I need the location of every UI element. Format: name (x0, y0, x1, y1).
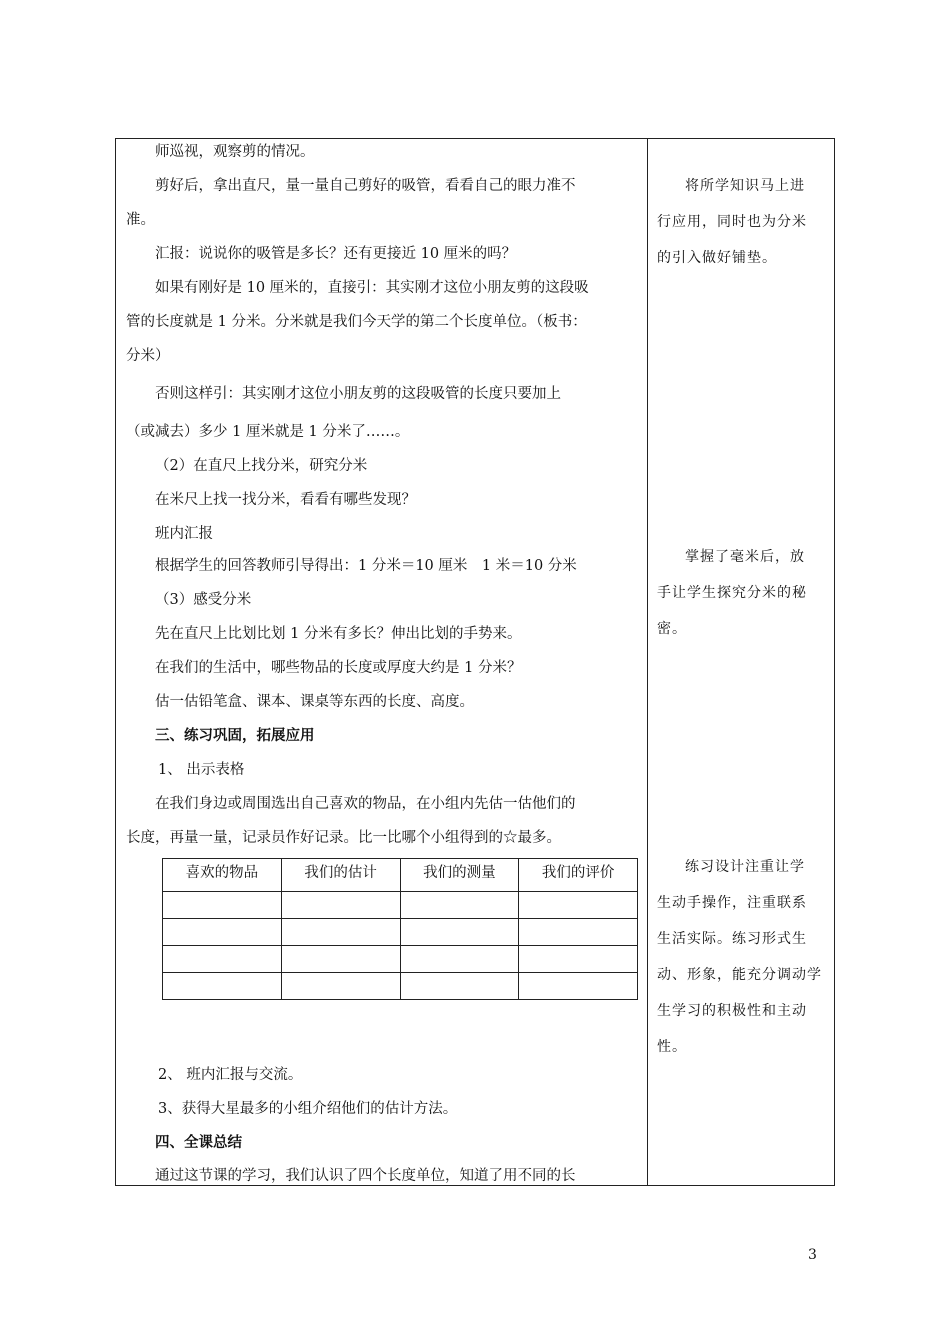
table-cell (400, 946, 519, 973)
note-line: 的引入做好铺垫。 (657, 250, 777, 266)
content-line: 1、 出示表格 (158, 762, 245, 778)
teaching-note (657, 857, 829, 1057)
table-header-cell: 我们的估计 (281, 859, 400, 892)
lesson-plan-table (115, 138, 835, 1186)
content-line: 如果有刚好是 10 厘米的，直接引：其实刚才这位小朋友剪的这段吸 (155, 280, 589, 296)
table-header-cell: 我们的评价 (519, 859, 638, 892)
content-line: （或减去）多少 1 厘米就是 1 分米了……。 (126, 424, 410, 440)
section-heading: 三、练习巩固，拓展应用 (155, 727, 315, 744)
table-cell (519, 973, 638, 1000)
table-cell (163, 919, 282, 946)
table-cell (281, 946, 400, 973)
content-line: 长度，再量一量，记录员作好记录。比一比哪个小组得到的☆最多。 (126, 830, 561, 846)
content-line: 分米） (126, 348, 170, 364)
table-cell (281, 919, 400, 946)
content-line: 否则这样引：其实刚才这位小朋友剪的这段吸管的长度只要加上 (155, 386, 561, 402)
content-line: （2）在直尺上找分米，研究分米 (155, 458, 368, 474)
content-line: 师巡视，观察剪的情况。 (155, 144, 315, 160)
note-line: 性。 (657, 1039, 687, 1055)
content-line: （3）感受分米 (155, 592, 252, 608)
content-line: 估一估铅笔盒、课本、课桌等东西的长度、高度。 (155, 694, 474, 710)
table-cell (400, 973, 519, 1000)
note-line: 动、形象，能充分调动学 (657, 967, 822, 983)
table-header-cell: 我们的测量 (400, 859, 519, 892)
note-line: 练习设计注重让学 (685, 859, 805, 875)
table-cell (400, 919, 519, 946)
content-line: 在我们身边或周围选出自己喜欢的物品，在小组内先估一估他们的 (155, 796, 576, 812)
teaching-note (657, 176, 829, 268)
table-cell (281, 892, 400, 919)
page-number: 3 (808, 1247, 817, 1263)
table-cell (519, 919, 638, 946)
note-line: 将所学知识马上进 (685, 178, 805, 194)
content-line: 在我们的生活中，哪些物品的长度或厚度大约是 1 分米？ (155, 660, 522, 676)
note-line: 生学习的积极性和主动 (657, 1003, 807, 1019)
table-row (163, 946, 638, 973)
note-line: 生动手操作，注重联系 (657, 895, 807, 911)
table-cell (163, 973, 282, 1000)
note-line: 手让学生探究分米的秘 (657, 585, 807, 601)
note-line: 生活实际。练习形式生 (657, 931, 807, 947)
table-row (163, 919, 638, 946)
note-line: 密。 (657, 621, 687, 637)
content-line: 3、获得大星最多的小组介绍他们的估计方法。 (158, 1101, 458, 1117)
table-cell (519, 892, 638, 919)
table-cell (281, 973, 400, 1000)
table-row (163, 892, 638, 919)
content-line: 汇报：说说你的吸管是多长？还有更接近 10 厘米的吗？ (155, 246, 517, 262)
table-cell (519, 946, 638, 973)
content-line: 管的长度就是 1 分米。分米就是我们今天学的第二个长度单位。（板书： (126, 314, 587, 330)
record-table (162, 858, 638, 1000)
content-line: 2、 班内汇报与交流。 (158, 1067, 303, 1083)
table-cell (163, 946, 282, 973)
table-row (163, 973, 638, 1000)
content-line: 根据学生的回答教师引导得出：1 分米＝10 厘米 1 米＝10 分米 (155, 558, 577, 574)
content-line: 在米尺上找一找分米，看看有哪些发现？ (155, 492, 416, 508)
record-table-header (163, 859, 638, 892)
content-line: 剪好后，拿出直尺，量一量自己剪好的吸管，看看自己的眼力准不 (155, 178, 576, 194)
content-line: 班内汇报 (155, 526, 213, 542)
table-header-cell: 喜欢的物品 (163, 859, 282, 892)
section-heading: 四、全课总结 (155, 1134, 242, 1151)
content-line: 通过这节课的学习，我们认识了四个长度单位，知道了用不同的长 (155, 1168, 576, 1184)
teaching-note (657, 547, 829, 639)
note-line: 行应用，同时也为分米 (657, 214, 807, 230)
table-cell (163, 892, 282, 919)
table-cell (400, 892, 519, 919)
content-line: 准。 (126, 212, 155, 228)
content-line: 先在直尺上比划比划 1 分米有多长？伸出比划的手势来。 (155, 626, 522, 642)
note-line: 掌握了毫米后，放 (685, 549, 805, 565)
